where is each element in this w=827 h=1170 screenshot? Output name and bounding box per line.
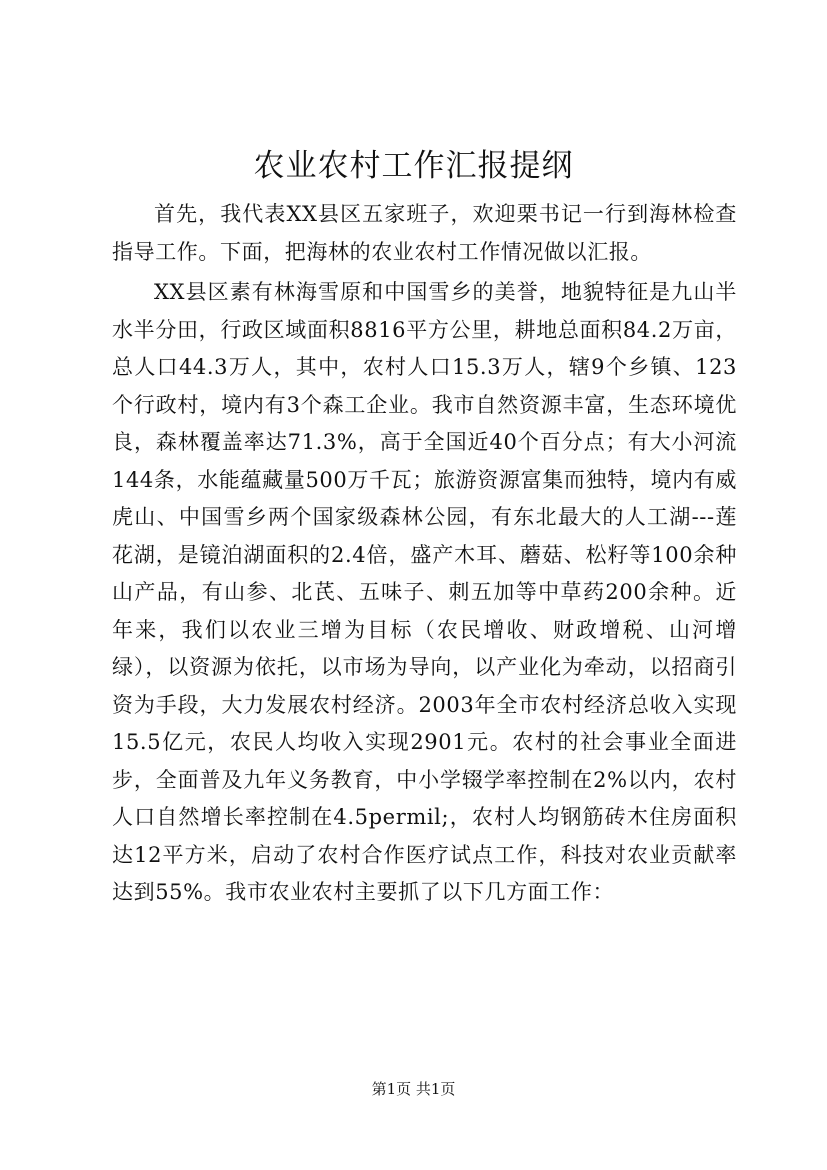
paragraph-overview: XX县区素有林海雪原和中国雪乡的美誉，地貌特征是九山半水半分田，行政区域面积8816平方公里，耕地总面积84.2万亩，总人口44.3万人，其中，农村人口15.3万人，辖9个乡镇、123个行政村，境内有3个森工企业。我市自然资源丰富，生态环境优良，森林覆盖率达71.3%，高于全国近40个百分点；有大小河流144条，水能蕴藏量500万千瓦；旅游资源富集而独特，境内有威虎山、中国雪乡两个国家级森林公园，有东北最大的人工湖---莲花湖，是镜泊湖面积的2.4倍，盛产木耳、蘑菇、松籽等100余种山产品，有山参、北芪、五味子、刺五加等中草药200余种。近年来，我们以农业三增为目标（农民增收、财政增税、山河增绿），以资源为依托，以市场为导向，以产业化为牵动，以招商引资为手段，大力发展农村经济。2003年全市农村经济总收入实现15.5亿元，农民人均收入实现2901元。农村的社会事业全面进步，全面普及九年义务教育，中小学辍学率控制在2%以内，农村人口自然增长率控制在4.5permil;，农村人均钢筋砖木住房面积达12平方米，启动了农村合作医疗试点工作，科技对农业贡献率达到55%。我市农业农村主要抓了以下几方面工作： xyxy=(112,280,737,904)
document-title: 农业农村工作汇报提纲 xyxy=(253,148,574,184)
paragraph-intro: 首先，我代表XX县区五家班子，欢迎栗书记一行到海林检查指导工作。下面，把海林的农业农村工作情况做以汇报。 xyxy=(112,202,737,264)
document-body xyxy=(112,196,737,912)
page-footer: 第1页 共1页 xyxy=(371,1080,456,1098)
